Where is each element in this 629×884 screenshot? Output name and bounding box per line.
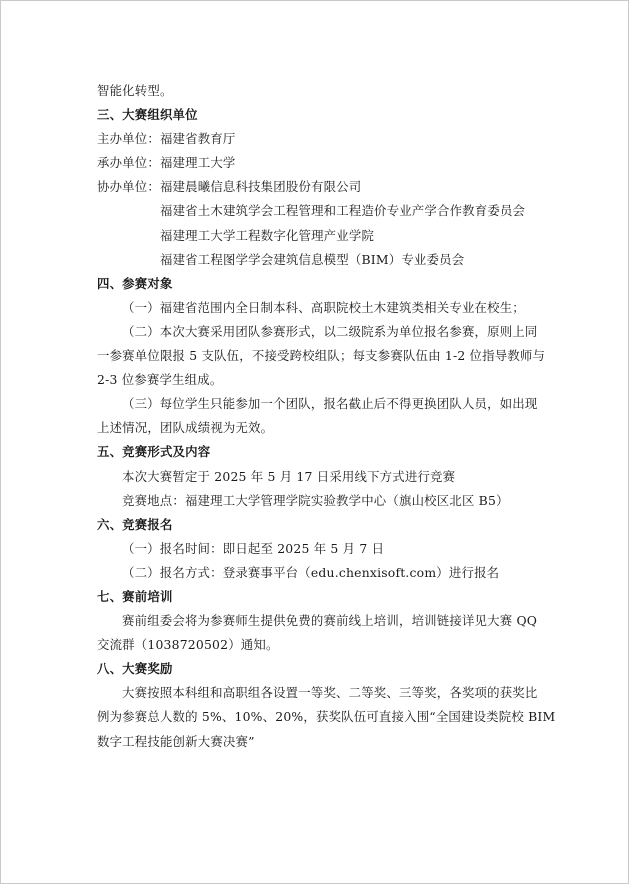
awards-text-cont: 例为参赛总人数的 5%、10%、20%，获奖队伍可直接入围“全国建设类院校 BIM bbox=[97, 709, 556, 725]
participants-item-3: （三）每位学生只能参加一个团队，报名截止后不得更换团队人员，如出现 bbox=[122, 396, 538, 412]
organizer-undertaker: 承办单位：福建理工大学 bbox=[97, 155, 236, 171]
section-heading-registration: 六、竞赛报名 bbox=[97, 516, 173, 532]
document-body bbox=[97, 79, 556, 754]
organizer-co-host: 协办单位：福建晨曦信息科技集团股份有限公司 bbox=[97, 179, 362, 195]
organizer-co-host-4: 福建省工程图学学会建筑信息模型（BIM）专业委员会 bbox=[160, 251, 465, 267]
format-location: 竞赛地点：福建理工大学管理学院实验教学中心（旗山校区北区 B5） bbox=[122, 492, 509, 508]
participants-item-2-cont: 一参赛单位限报 5 支队伍，不接受跨校组队；每支参赛队伍由 1-2 位指导教师与 bbox=[97, 348, 546, 364]
registration-time: （一）报名时间：即日起至 2025 年 5 月 7 日 bbox=[122, 540, 385, 556]
section-heading-participants: 四、参赛对象 bbox=[97, 275, 173, 291]
section-heading-format: 五、竞赛形式及内容 bbox=[97, 444, 211, 460]
section-heading-awards: 八、大赛奖励 bbox=[97, 661, 173, 677]
organizer-co-host-2: 福建省土木建筑学会工程管理和工程造价专业产学合作教育委员会 bbox=[160, 203, 526, 219]
organizer-host: 主办单位：福建省教育厅 bbox=[97, 131, 236, 147]
section-heading-training: 七、赛前培训 bbox=[97, 588, 173, 604]
participants-item-3-cont: 上述情况，团队成绩视为无效。 bbox=[97, 420, 274, 436]
participants-item-2: （二）本次大赛采用团队参赛形式，以二级院系为单位报名参赛，原则上同 bbox=[122, 323, 538, 339]
format-date: 本次大赛暂定于 2025 年 5 月 17 日采用线下方式进行竞赛 bbox=[122, 468, 456, 484]
training-text-cont: 交流群（1038720502）通知。 bbox=[97, 637, 279, 653]
awards-text: 大赛按照本科组和高职组各设置一等奖、二等奖、三等奖，各奖项的获奖比 bbox=[122, 685, 538, 701]
registration-method: （二）报名方式：登录赛事平台（edu.chenxisoft.com）进行报名 bbox=[122, 564, 500, 580]
training-text: 赛前组委会将为参赛师生提供免费的赛前线上培训，培训链接详见大赛 QQ bbox=[122, 613, 538, 629]
section-heading-organizers: 三、大赛组织单位 bbox=[97, 107, 198, 123]
text-line: 智能化转型。 bbox=[97, 83, 173, 98]
participants-item-2-cont: 2-3 位参赛学生组成。 bbox=[97, 372, 223, 388]
organizer-co-host-3: 福建理工大学工程数字化管理产业学院 bbox=[160, 227, 375, 243]
participants-item-1: （一）福建省范围内全日制本科、高职院校土木建筑类相关专业在校生； bbox=[122, 299, 525, 315]
awards-text-cont: 数字工程技能创新大赛决赛” bbox=[97, 733, 255, 749]
